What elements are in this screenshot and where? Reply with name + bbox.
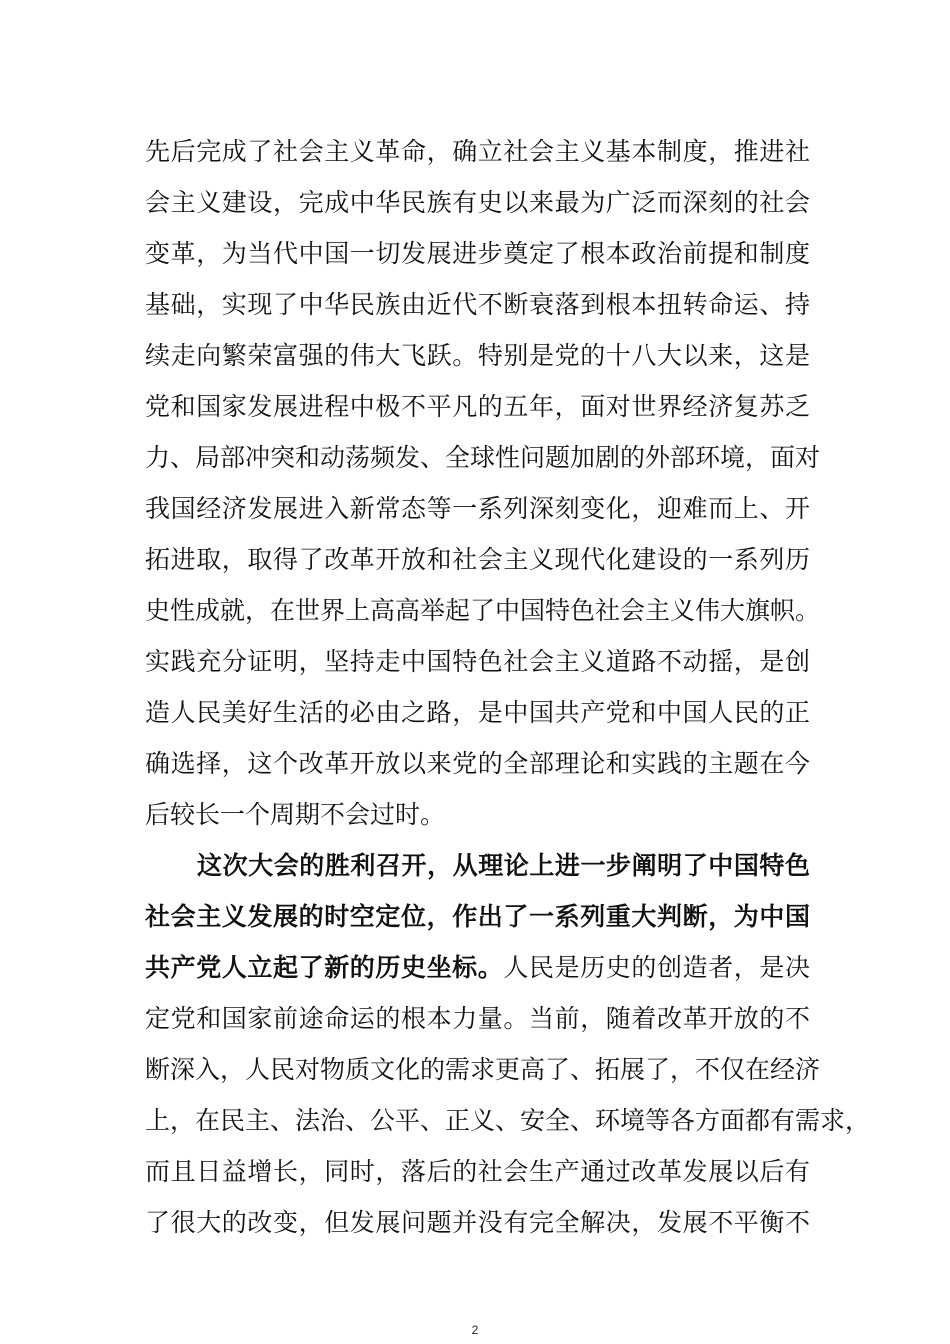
text-line: 实践充分证明，坚持走中国特色社会主义道路不动摇，是创: [145, 647, 810, 676]
body-text: [145, 126, 871, 1248]
text-line: 了很大的改变，但发展问题并没有完全解决，发展不平衡不: [145, 1208, 810, 1237]
text-line: 史性成就，在世界上高高举起了中国特色社会主义伟大旗帜。: [145, 596, 821, 625]
text-line: 后较长一个周期不会过时。: [145, 800, 446, 829]
text-line: 党和国家发展进程中极不平凡的五年，面对世界经济复苏乏: [145, 392, 810, 421]
text-line: 而且日益增长，同时，落后的社会生产通过改革发展以后有: [145, 1157, 810, 1186]
text-line: 续走向繁荣富强的伟大飞跃。特别是党的十八大以来，这是: [145, 341, 810, 370]
text-line: 基础，实现了中华民族由近代不断衰落到根本扭转命运、持: [145, 290, 810, 319]
text-segment: 人民是历史的创造者，是决: [503, 953, 810, 982]
page-number: 2: [471, 1323, 479, 1337]
text-line: 先后完成了社会主义革命，确立社会主义基本制度，推进社: [145, 137, 810, 166]
text-line: 断深入，人民对物质文化的需求更高了、拓展了，不仅在经济: [145, 1055, 821, 1084]
bold-text-line: 这次大会的胜利召开，从理论上进一步阐明了中国特色: [197, 851, 810, 880]
text-line: 会主义建设，完成中华民族有史以来最为广泛而深刻的社会: [145, 188, 810, 217]
text-line: 定党和国家前途命运的根本力量。当前，随着改革开放的不: [145, 1004, 810, 1033]
bold-text-line: 社会主义发展的时空定位，作出了一系列重大判断，为中国: [145, 902, 810, 931]
mixed-text-line: [145, 942, 810, 993]
bold-text-segment: 共产党人立起了新的历史坐标。: [145, 953, 504, 982]
text-line: 拓进取，取得了改革开放和社会主义现代化建设的一系列历: [145, 545, 810, 574]
text-line: 上，在民主、法治、公平、正义、安全、环境等各方面都有需求，: [145, 1106, 871, 1135]
text-line: 变革，为当代中国一切发展进步奠定了根本政治前提和制度: [145, 239, 810, 268]
text-line: 力、局部冲突和动荡频发、全球性问题加剧的外部环境，面对: [145, 443, 821, 472]
text-line: 我国经济发展进入新常态等一系列深刻变化，迎难而上、开: [145, 494, 810, 523]
text-line: 确选择，这个改革开放以来党的全部理论和实践的主题在今: [145, 749, 810, 778]
text-line: 造人民美好生活的必由之路，是中国共产党和中国人民的正: [145, 698, 810, 727]
